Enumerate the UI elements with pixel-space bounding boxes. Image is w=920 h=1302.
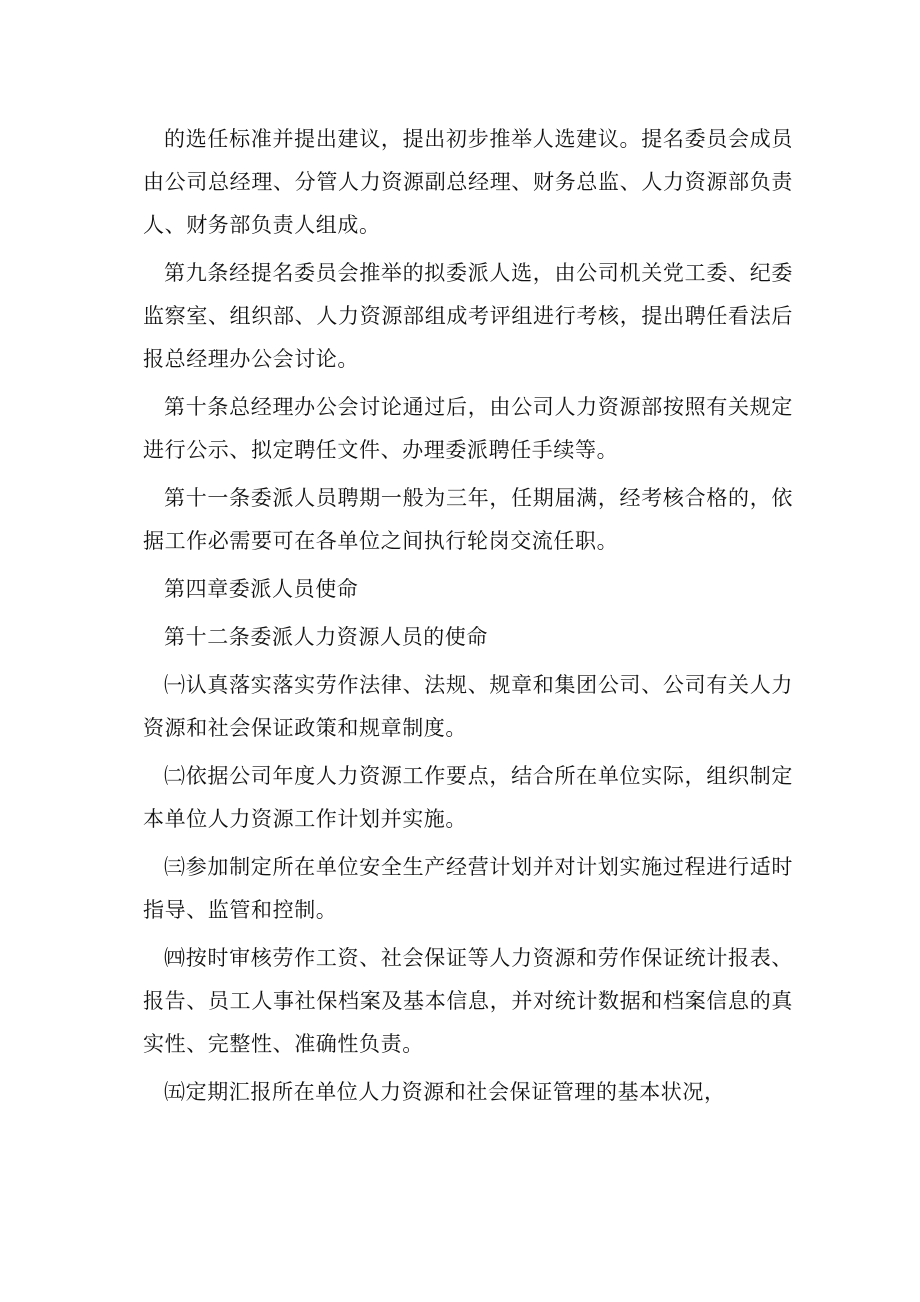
- list-item-5: ㈤定期汇报所在单位人力资源和社会保证管理的基本状况，: [164, 1080, 726, 1104]
- list-item-2: ㈡依据公司年度人力资源工作要点，结合所在单位实际，组织制定本单位人力资源工作计划并实施。: [143, 764, 793, 831]
- chapter-heading-4: 第四章委派人员使命: [164, 577, 359, 601]
- list-item-1: ㈠认真落实落实劳作法律、法规、规章和集团公司、公司有关人力资源和社会保证政策和规章制度。: [143, 673, 793, 740]
- list-item-3: ㈢参加制定所在单位安全生产经营计划并对计划实施过程进行适时指导、监管和控制。: [143, 855, 793, 922]
- document-body: [143, 118, 793, 1119]
- paragraph-article-12: 第十二条委派人力资源人员的使命: [164, 625, 488, 649]
- paragraph-article-10: 第十条总经理办公会讨论通过后，由公司人力资源部按照有关规定进行公示、拟定聘任文件、办理委派聘任手续等。: [143, 395, 793, 462]
- list-item-4: ㈣按时审核劳作工资、社会保证等人力资源和劳作保证统计报表、报告、员工人事社保档案及基本信息，并对统计数据和档案信息的真实性、完整性、准确性负责。: [143, 946, 793, 1056]
- paragraph-article-9: 第九条经提名委员会推举的拟委派人选，由公司机关党工委、纪委监察室、组织部、人力资源部组成考评组进行考核，提出聘任看法后报总经理办公会讨论。: [143, 261, 793, 371]
- paragraph-selection-criteria: 的选任标准并提出建议，提出初步推举人选建议。提名委员会成员由公司总经理、分管人力资源副总经理、财务总监、人力资源部负责人、财务部负责人组成。: [143, 127, 793, 237]
- paragraph-article-11: 第十一条委派人员聘期一般为三年，任期届满，经考核合格的，依据工作必需要可在各单位之间执行轮岗交流任职。: [143, 486, 793, 553]
